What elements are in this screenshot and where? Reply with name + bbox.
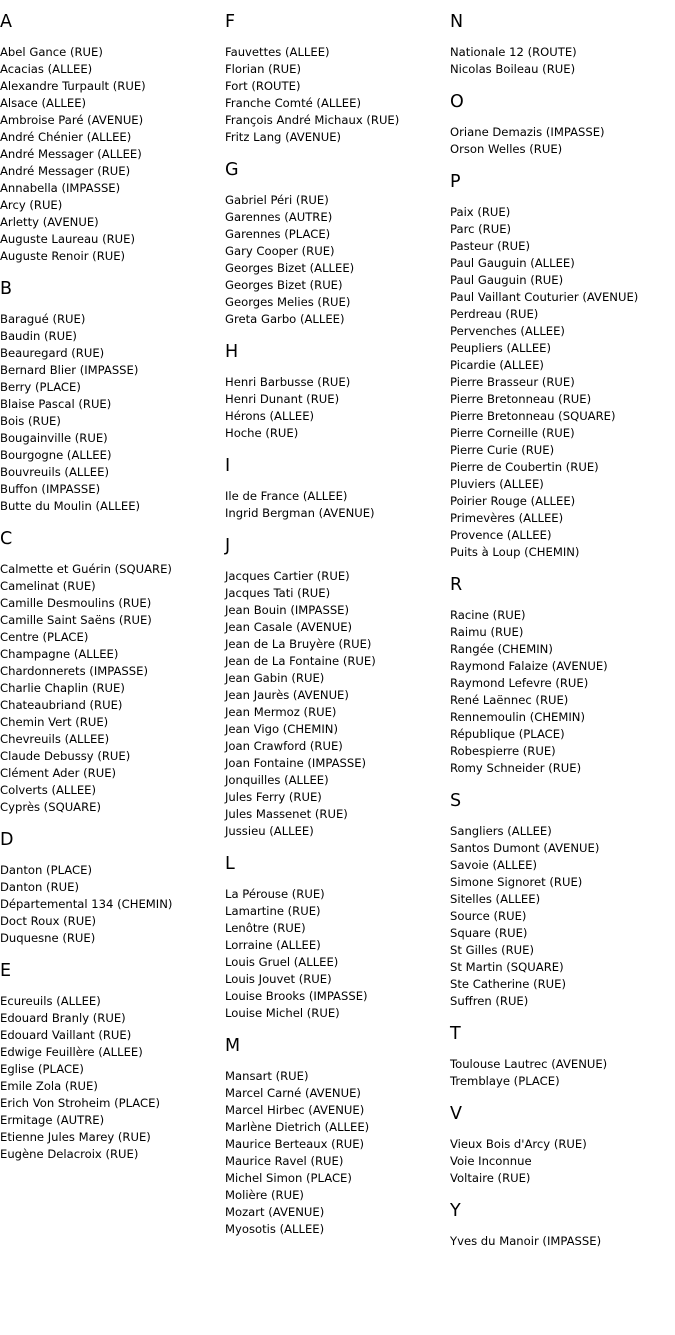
street-name: Bernard Blier (IMPASSE) [0, 363, 139, 377]
street-name: Georges Melies (RUE) [225, 295, 351, 309]
street-name: Auguste Laureau (RUE) [0, 232, 135, 246]
street-list [0, 993, 222, 1163]
letter-section-l [225, 854, 447, 1022]
street-name: Henri Barbusse (RUE) [225, 375, 351, 389]
street-name: Yves du Manoir (IMPASSE) [450, 1234, 602, 1248]
letter-heading: R [450, 575, 463, 595]
street-name: Camille Desmoulins (RUE) [0, 596, 152, 610]
street-name: Claude Debussy (RUE) [0, 749, 131, 763]
street-name: Mansart (RUE) [225, 1069, 309, 1083]
street-list [0, 862, 222, 947]
letter-section-m [225, 1036, 447, 1238]
street-name: Nicolas Boileau (RUE) [450, 62, 576, 76]
street-name: Hérons (ALLEE) [225, 409, 315, 423]
street-name: Gabriel Péri (RUE) [225, 193, 329, 207]
street-name: Provence (ALLEE) [450, 528, 552, 542]
street-name: Eugène Delacroix (RUE) [0, 1147, 139, 1161]
street-name: Fort (ROUTE) [225, 79, 301, 93]
street-list [450, 204, 675, 561]
street-name: Alexandre Turpault (RUE) [0, 79, 146, 93]
street-name: Arcy (RUE) [0, 198, 63, 212]
street-index-column-2 [225, 0, 447, 1238]
street-name: Bois (RUE) [0, 414, 61, 428]
street-name: Edwige Feuillère (ALLEE) [0, 1045, 143, 1059]
letter-section-y [450, 1201, 675, 1250]
street-name: Jussieu (ALLEE) [225, 824, 314, 838]
street-name: Doct Roux (RUE) [0, 914, 97, 928]
street-name: Rangée (CHEMIN) [450, 642, 553, 656]
street-name: St Gilles (RUE) [450, 943, 535, 957]
street-name: Jean de La Fontaine (RUE) [225, 654, 376, 668]
street-name: Pierre de Coubertin (RUE) [450, 460, 599, 474]
street-name: Arletty (AVENUE) [0, 215, 99, 229]
street-name: Ile de France (ALLEE) [225, 489, 348, 503]
letter-heading: A [0, 12, 12, 32]
street-name: Edouard Vaillant (RUE) [0, 1028, 132, 1042]
letter-heading: B [0, 279, 13, 299]
street-name: Michel Simon (PLACE) [225, 1171, 352, 1185]
street-name: Picardie (ALLEE) [450, 358, 544, 372]
letter-heading: P [450, 172, 461, 192]
street-name: Chateaubriand (RUE) [0, 698, 123, 712]
street-name: René Laënnec (RUE) [450, 693, 569, 707]
letter-heading: F [225, 12, 236, 32]
street-name: Ecureuils (ALLEE) [0, 994, 101, 1008]
street-name: Jacques Cartier (RUE) [225, 569, 350, 583]
street-list [225, 488, 447, 522]
street-name: Romy Schneider (RUE) [450, 761, 582, 775]
street-name: Racine (RUE) [450, 608, 526, 622]
letter-heading: G [225, 160, 239, 180]
street-list [225, 568, 447, 840]
street-name: Savoie (ALLEE) [450, 858, 538, 872]
letter-heading: M [225, 1036, 241, 1056]
street-list [450, 44, 675, 78]
street-name: Marcel Carné (AVENUE) [225, 1086, 361, 1100]
street-name: Pierre Brasseur (RUE) [450, 375, 575, 389]
street-name: Bouvreuils (ALLEE) [0, 465, 109, 479]
street-name: Duquesne (RUE) [0, 931, 96, 945]
street-name: Rennemoulin (CHEMIN) [450, 710, 585, 724]
street-name: Beauregard (RUE) [0, 346, 105, 360]
street-list [450, 607, 675, 777]
street-name: Ermitage (AUTRE) [0, 1113, 105, 1127]
street-name: Fritz Lang (AVENUE) [225, 130, 342, 144]
street-name: Raymond Falaize (AVENUE) [450, 659, 608, 673]
street-name: Camille Saint Saëns (RUE) [0, 613, 152, 627]
street-index-column-1 [0, 0, 222, 1163]
street-name: Centre (PLACE) [0, 630, 89, 644]
street-name: Edouard Branly (RUE) [0, 1011, 126, 1025]
street-name: Orson Welles (RUE) [450, 142, 563, 156]
letter-heading: H [225, 342, 239, 362]
street-name: Gary Cooper (RUE) [225, 244, 335, 258]
street-name: Voltaire (RUE) [450, 1171, 531, 1185]
street-name: La Pérouse (RUE) [225, 887, 325, 901]
street-name: Oriane Demazis (IMPASSE) [450, 125, 605, 139]
street-name: François André Michaux (RUE) [225, 113, 400, 127]
street-name: Louis Gruel (ALLEE) [225, 955, 339, 969]
street-name: Tremblaye (PLACE) [450, 1074, 560, 1088]
street-list [0, 311, 222, 515]
street-name: Départemental 134 (CHEMIN) [0, 897, 173, 911]
street-list [450, 1056, 675, 1090]
street-name: Jean Jaurès (AVENUE) [225, 688, 349, 702]
letter-heading: O [450, 92, 464, 112]
letter-section-b [0, 279, 222, 515]
street-name: Maurice Berteaux (RUE) [225, 1137, 365, 1151]
street-name: Simone Signoret (RUE) [450, 875, 583, 889]
street-name: Georges Bizet (RUE) [225, 278, 343, 292]
street-name: Mozart (AVENUE) [225, 1205, 325, 1219]
street-name: Parc (RUE) [450, 222, 512, 236]
letter-section-g [225, 160, 447, 328]
street-name: Jonquilles (ALLEE) [225, 773, 329, 787]
street-list [225, 192, 447, 328]
street-name: Berry (PLACE) [0, 380, 81, 394]
street-name: Chardonnerets (IMPASSE) [0, 664, 149, 678]
street-name: Marcel Hirbec (AVENUE) [225, 1103, 365, 1117]
letter-section-f [225, 12, 447, 146]
street-name: Ingrid Bergman (AVENUE) [225, 506, 375, 520]
street-name: Florian (RUE) [225, 62, 302, 76]
street-name: Acacias (ALLEE) [0, 62, 93, 76]
street-name: Jules Ferry (RUE) [225, 790, 322, 804]
street-list [450, 1233, 675, 1250]
street-name: Garennes (AUTRE) [225, 210, 333, 224]
street-list [225, 886, 447, 1022]
letter-heading: I [225, 456, 231, 476]
street-name: Suffren (RUE) [450, 994, 529, 1008]
street-name: Robespierre (RUE) [450, 744, 556, 758]
street-name: Danton (PLACE) [0, 863, 92, 877]
street-name: Jean Mermoz (RUE) [225, 705, 337, 719]
street-name: Lamartine (RUE) [225, 904, 321, 918]
street-name: Paul Vaillant Couturier (AVENUE) [450, 290, 639, 304]
street-list [225, 44, 447, 146]
street-name: Ste Catherine (RUE) [450, 977, 567, 991]
street-name: Buffon (IMPASSE) [0, 482, 101, 496]
street-name: Abel Gance (RUE) [0, 45, 103, 59]
street-name: André Chénier (ALLEE) [0, 130, 132, 144]
street-name: Sangliers (ALLEE) [450, 824, 552, 838]
street-name: Erich Von Stroheim (PLACE) [0, 1096, 160, 1110]
street-name: Charlie Chaplin (RUE) [0, 681, 125, 695]
street-name: Georges Bizet (ALLEE) [225, 261, 355, 275]
street-name: Source (RUE) [450, 909, 527, 923]
street-name: Bourgogne (ALLEE) [0, 448, 112, 462]
letter-heading: J [225, 536, 231, 556]
letter-section-e [0, 961, 222, 1163]
street-name: Franche Comté (ALLEE) [225, 96, 361, 110]
street-name: Maurice Ravel (RUE) [225, 1154, 344, 1168]
street-name: Paix (RUE) [450, 205, 511, 219]
letter-heading: C [0, 529, 13, 549]
street-list [225, 374, 447, 442]
street-name: Poirier Rouge (ALLEE) [450, 494, 576, 508]
street-name: Etienne Jules Marey (RUE) [0, 1130, 151, 1144]
street-name: Perdreau (RUE) [450, 307, 539, 321]
street-name: Square (RUE) [450, 926, 528, 940]
street-name: Louis Jouvet (RUE) [225, 972, 332, 986]
street-name: République (PLACE) [450, 727, 565, 741]
street-name: Colverts (ALLEE) [0, 783, 96, 797]
street-name: Baudin (RUE) [0, 329, 77, 343]
street-name: Joan Fontaine (IMPASSE) [225, 756, 367, 770]
street-name: Jean de La Bruyère (RUE) [225, 637, 372, 651]
letter-section-d [0, 830, 222, 947]
street-name: Pierre Bretonneau (RUE) [450, 392, 592, 406]
street-name: Chevreuils (ALLEE) [0, 732, 110, 746]
street-name: Chemin Vert (RUE) [0, 715, 109, 729]
street-name: Blaise Pascal (RUE) [0, 397, 112, 411]
street-list [450, 124, 675, 158]
street-name: Bougainville (RUE) [0, 431, 108, 445]
street-name: Santos Dumont (AVENUE) [450, 841, 600, 855]
street-name: Annabella (IMPASSE) [0, 181, 121, 195]
street-name: Pierre Corneille (RUE) [450, 426, 575, 440]
letter-section-o [450, 92, 675, 158]
street-name: Butte du Moulin (ALLEE) [0, 499, 141, 513]
street-name: St Martin (SQUARE) [450, 960, 564, 974]
letter-heading: Y [450, 1201, 461, 1221]
letter-section-j [225, 536, 447, 840]
letter-section-v [450, 1104, 675, 1187]
street-name: Garennes (PLACE) [225, 227, 331, 241]
street-list [450, 1136, 675, 1187]
street-name: Ambroise Paré (AVENUE) [0, 113, 144, 127]
street-name: Lorraine (ALLEE) [225, 938, 321, 952]
street-name: Primevères (ALLEE) [450, 511, 564, 525]
street-name: Louise Brooks (IMPASSE) [225, 989, 368, 1003]
street-name: Champagne (ALLEE) [0, 647, 119, 661]
street-name: Danton (RUE) [0, 880, 79, 894]
street-name: Louise Michel (RUE) [225, 1006, 340, 1020]
street-name: Raimu (RUE) [450, 625, 524, 639]
street-name: Marlène Dietrich (ALLEE) [225, 1120, 370, 1134]
street-name: Pasteur (RUE) [450, 239, 531, 253]
street-name: Fauvettes (ALLEE) [225, 45, 330, 59]
street-name: Hoche (RUE) [225, 426, 299, 440]
street-name: Jean Gabin (RUE) [225, 671, 325, 685]
street-name: Greta Garbo (ALLEE) [225, 312, 345, 326]
street-list [0, 44, 222, 265]
letter-section-i [225, 456, 447, 522]
street-name: André Messager (RUE) [0, 164, 131, 178]
street-name: Pervenches (ALLEE) [450, 324, 565, 338]
street-name: Pierre Curie (RUE) [450, 443, 555, 457]
letter-section-n [450, 12, 675, 78]
street-name: Toulouse Lautrec (AVENUE) [450, 1057, 608, 1071]
street-name: Cyprès (SQUARE) [0, 800, 102, 814]
street-index-column-3 [450, 0, 675, 1250]
letter-heading: D [0, 830, 14, 850]
letter-heading: N [450, 12, 464, 32]
street-name: Baragué (RUE) [0, 312, 86, 326]
street-name: Sitelles (ALLEE) [450, 892, 541, 906]
letter-section-p [450, 172, 675, 561]
street-name: Raymond Lefevre (RUE) [450, 676, 589, 690]
letter-heading: V [450, 1104, 462, 1124]
street-name: Pluviers (ALLEE) [450, 477, 544, 491]
street-name: Lenôtre (RUE) [225, 921, 306, 935]
street-name: André Messager (ALLEE) [0, 147, 142, 161]
street-name: Jules Massenet (RUE) [225, 807, 348, 821]
street-name: Peupliers (ALLEE) [450, 341, 552, 355]
street-name: Jean Bouin (IMPASSE) [225, 603, 350, 617]
letter-section-a [0, 12, 222, 265]
street-name: Puits à Loup (CHEMIN) [450, 545, 580, 559]
letter-heading: T [450, 1024, 461, 1044]
letter-section-c [0, 529, 222, 816]
letter-heading: L [225, 854, 235, 874]
street-name: Joan Crawford (RUE) [225, 739, 343, 753]
street-name: Jean Casale (AVENUE) [225, 620, 353, 634]
street-name: Eglise (PLACE) [0, 1062, 84, 1076]
street-name: Voie Inconnue [450, 1154, 532, 1168]
street-list [450, 823, 675, 1010]
letter-section-t [450, 1024, 675, 1090]
street-name: Calmette et Guérin (SQUARE) [0, 562, 172, 576]
street-name: Paul Gauguin (ALLEE) [450, 256, 575, 270]
street-list [225, 1068, 447, 1238]
street-name: Clément Ader (RUE) [0, 766, 117, 780]
letter-section-h [225, 342, 447, 442]
street-list [0, 561, 222, 816]
street-name: Myosotis (ALLEE) [225, 1222, 325, 1236]
street-name: Alsace (ALLEE) [0, 96, 87, 110]
street-name: Camelinat (RUE) [0, 579, 96, 593]
street-name: Vieux Bois d'Arcy (RUE) [450, 1137, 587, 1151]
street-name: Paul Gauguin (RUE) [450, 273, 564, 287]
street-name: Pierre Bretonneau (SQUARE) [450, 409, 616, 423]
street-name: Nationale 12 (ROUTE) [450, 45, 577, 59]
letter-heading: S [450, 791, 462, 811]
street-name: Auguste Renoir (RUE) [0, 249, 126, 263]
street-name: Jean Vigo (CHEMIN) [225, 722, 339, 736]
letter-heading: E [0, 961, 12, 981]
letter-section-r [450, 575, 675, 777]
street-name: Henri Dunant (RUE) [225, 392, 340, 406]
street-name: Emile Zola (RUE) [0, 1079, 98, 1093]
letter-section-s [450, 791, 675, 1010]
street-name: Jacques Tati (RUE) [225, 586, 331, 600]
street-name: Molière (RUE) [225, 1188, 304, 1202]
